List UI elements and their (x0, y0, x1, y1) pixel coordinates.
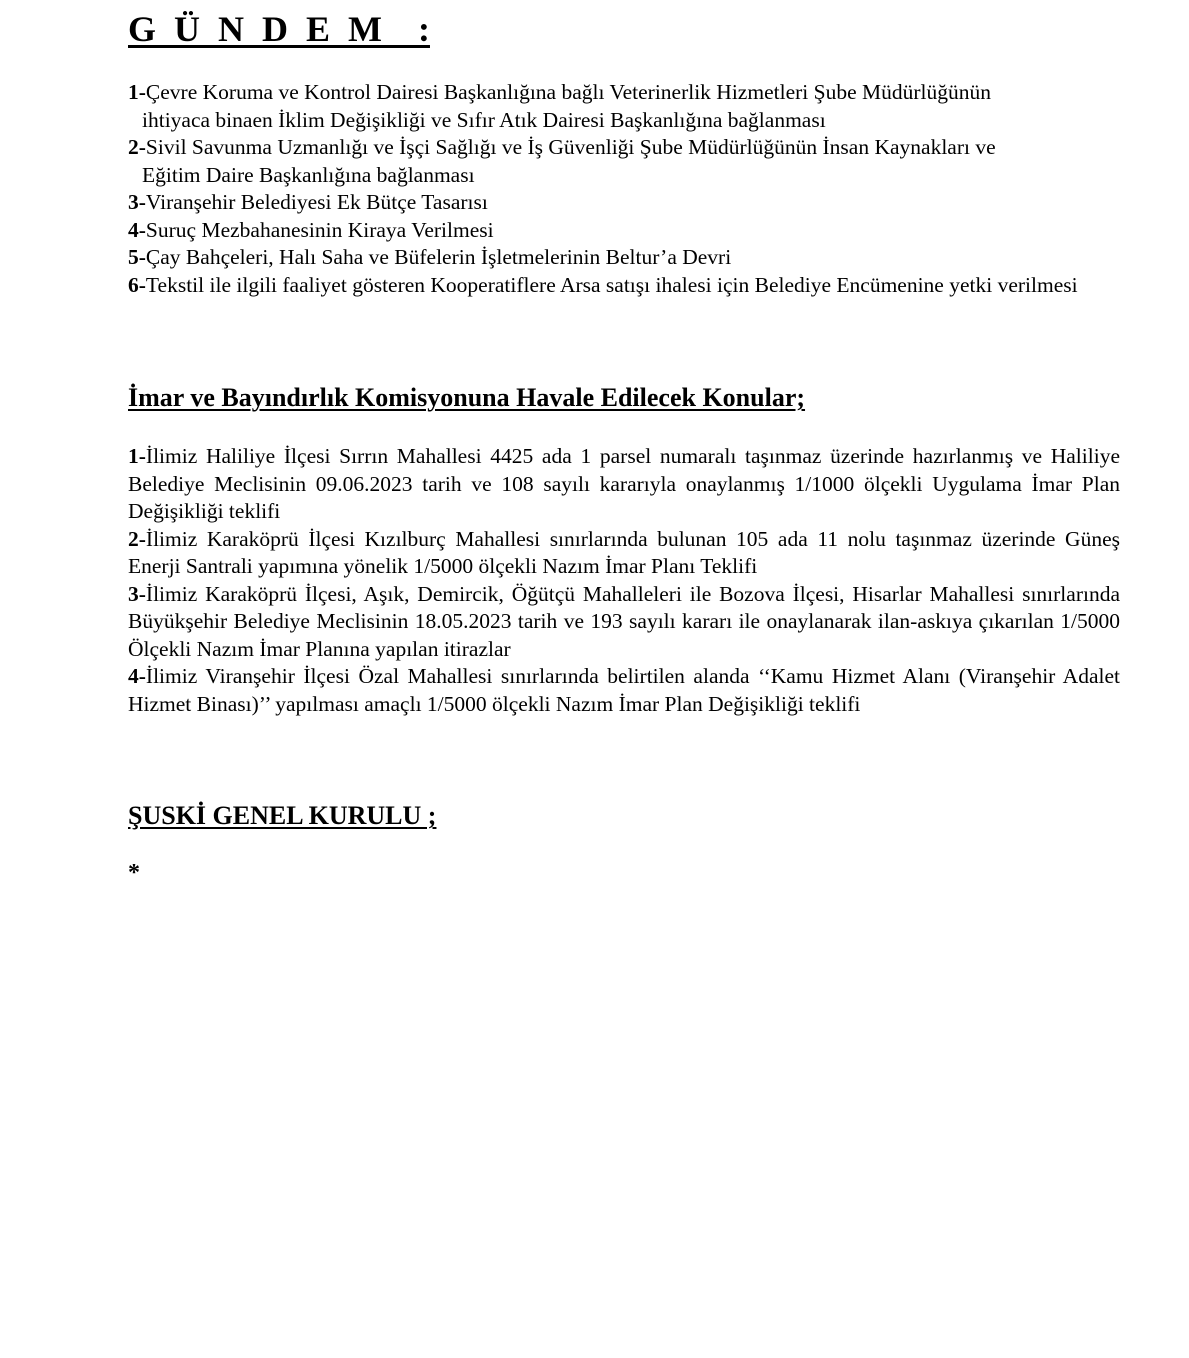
suski-section-heading: ŞUSKİ GENEL KURULU ; (128, 801, 437, 830)
item-number: 3- (128, 581, 146, 606)
agenda-item (128, 134, 1120, 189)
item-text: İlimiz Haliliye İlçesi Sırrın Mahallesi 4425 ada 1 parsel numaralı taşınmaz üzerinde hazırlanmış ve Haliliye Belediye Meclisinin 09.06.2023 tarih ve 108 sayılı kararıyla onaylanmış 1/1000 ölçekli Uygulama İmar Plan Değişikliği teklifi (128, 444, 1120, 523)
imar-item (128, 526, 1120, 581)
suski-bullet: * (128, 860, 140, 886)
agenda-list (128, 79, 1120, 299)
page-title: G Ü N D E M : (128, 9, 430, 49)
imar-item (128, 443, 1120, 526)
item-number: 1- (128, 444, 146, 468)
agenda-item (128, 79, 1120, 134)
item-number: 2- (128, 526, 146, 551)
item-text-line1: Sivil Savunma Uzmanlığı ve İşçi Sağlığı ve İş Güvenliği Şube Müdürlüğünün İnsan Kaynakları ve (145, 135, 996, 159)
imar-item (128, 663, 1120, 718)
agenda-item (128, 189, 1120, 217)
imar-item (128, 581, 1120, 664)
item-number: 1- (128, 80, 146, 104)
agenda-item (128, 244, 1120, 272)
item-number: 3- (128, 190, 146, 214)
item-number: 4- (128, 217, 146, 242)
agenda-item (128, 272, 1120, 300)
item-number: 4- (128, 664, 146, 688)
item-number: 5- (128, 245, 146, 269)
agenda-item (128, 217, 1120, 245)
item-text: Suruç Mezbahanesinin Kiraya Verilmesi (145, 217, 494, 242)
item-text: Tekstil ile ilgili faaliyet gösteren Kooperatiflere Arsa satışı ihalesi için Belediye Encümenine yetki verilmesi (145, 272, 1078, 297)
item-number: 6- (128, 272, 146, 297)
item-text: İlimiz Karaköprü İlçesi, Aşık, Demircik, Öğütçü Mahalleleri ile Bozova İlçesi, Hisarlar Mahallesi sınırlarında Büyükşehir Belediye Meclisinin 18.05.2023 tarih ve 193 sayılı kararı ile onaylanarak ilan-askıya çıkarılan 1/5000 Ölçekli Nazım İmar Planına yapılan itirazlar (128, 581, 1120, 661)
imar-section-heading: İmar ve Bayındırlık Komisyonuna Havale Edilecek Konular; (128, 383, 806, 412)
item-text-line1: Çevre Koruma ve Kontrol Dairesi Başkanlığına bağlı Veterinerlik Hizmetleri Şube Müdürlüğünün (145, 80, 991, 104)
item-text: İlimiz Karaköprü İlçesi Kızılburç Mahallesi sınırlarında bulunan 105 ada 11 nolu taşınmaz üzerinde Güneş Enerji Santrali yapımına yönelik 1/5000 ölçekli Nazım İmar Planı Teklifi (128, 526, 1120, 578)
item-text: İlimiz Viranşehir İlçesi Özal Mahallesi sınırlarında belirtilen alanda ‘‘Kamu Hizmet Alanı (Viranşehir Adalet Hizmet Binası)’’ yapılması amaçlı 1/5000 ölçekli Nazım İmar Plan Değişikliği teklifi (128, 664, 1120, 716)
item-text: Viranşehir Belediyesi Ek Bütçe Tasarısı (145, 190, 488, 214)
imar-list (128, 443, 1120, 718)
item-text: Çay Bahçeleri, Halı Saha ve Büfelerin İşletmelerinin Beltur’a Devri (145, 245, 732, 269)
item-number: 2- (128, 135, 146, 159)
item-text-line2: Eğitim Daire Başkanlığına bağlanması (142, 162, 475, 187)
item-text-line2: ihtiyaca binaen İklim Değişikliği ve Sıfır Atık Dairesi Başkanlığına bağlanması (142, 107, 826, 132)
